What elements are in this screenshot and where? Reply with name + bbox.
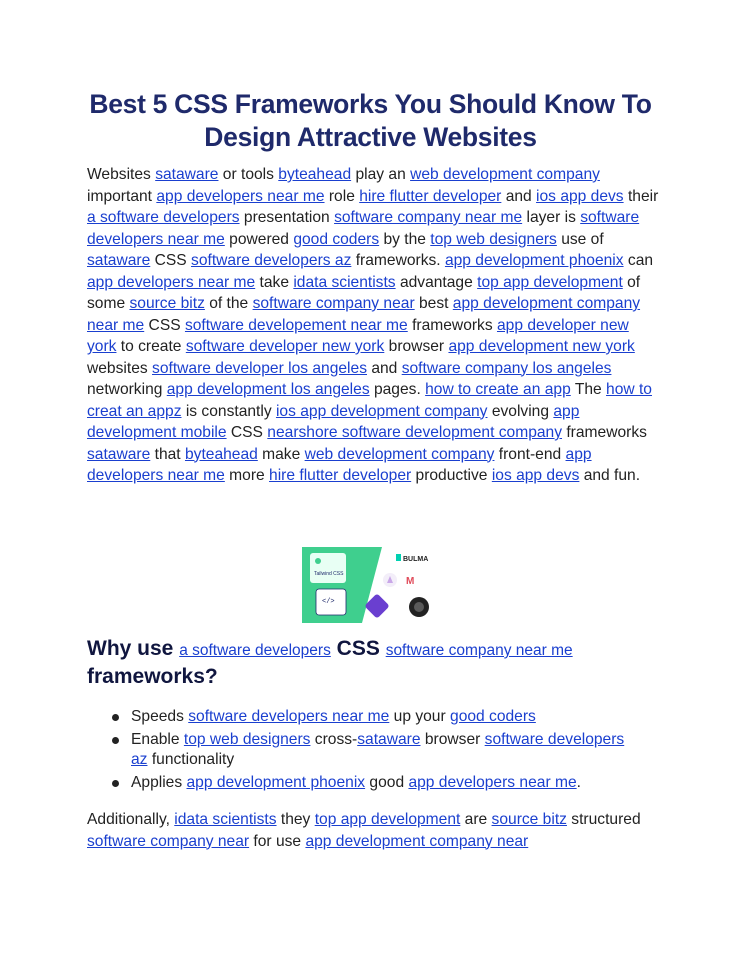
text-run: evolving [487,402,554,420]
text-run: important [87,187,157,205]
text-run: role [324,187,360,205]
inline-link[interactable]: ios app development company [275,402,488,420]
text-run: more [224,467,270,484]
text-run: . [576,773,581,791]
inline-link[interactable]: sataware [87,445,151,463]
text-run: cross- [310,730,358,748]
intro-paragraph [87,164,659,487]
text-run: browser [384,338,449,355]
inline-link[interactable]: sataware [155,166,219,183]
text-run: Enable [131,730,184,748]
text-run: for use [249,832,306,850]
why-heading [87,636,667,690]
text-run: to create [116,338,186,355]
inline-link[interactable]: source bitz [491,811,567,828]
text-run: of some [87,273,641,312]
text-run: Applies [131,773,187,791]
inline-link[interactable]: a software developers [87,209,240,226]
inline-link[interactable]: app development company near me [87,295,641,334]
bulma-logo-icon [396,554,401,561]
text-run: frameworks. [351,252,445,269]
list-item [110,730,640,771]
text-run: front-end [494,445,566,463]
inline-link[interactable]: software company los angeles [401,359,612,377]
text-run: best [414,295,453,312]
text-run: by the [379,230,431,248]
inline-link[interactable]: software developement near me [184,316,408,334]
tailwind-card [310,553,346,583]
why-link-2[interactable]: software company near me [385,642,573,659]
text-run: Speeds [131,708,189,725]
text-run: Additionally, [87,811,175,828]
framework-icon-2: M [406,576,415,587]
inline-link[interactable]: byteahead [184,445,258,463]
inline-link[interactable]: idata scientists [293,273,396,291]
text-run: powered [224,230,294,248]
svg-text:</>: </> [322,598,335,606]
why-text-2: CSS [330,637,386,660]
frameworks-image [302,547,438,623]
inline-link[interactable]: app developers near me [87,445,592,484]
inline-link[interactable]: top app development [314,811,461,828]
text-run: and [367,359,402,377]
text-run: and [501,187,537,205]
inline-link[interactable]: software company near [87,832,250,850]
inline-link[interactable]: nearshore software development company [267,424,563,441]
text-run: their [623,187,659,205]
text-run: make [257,445,305,463]
text-run: websites [87,359,153,377]
inline-link[interactable]: software developers near me [87,209,640,248]
inline-link[interactable]: app developer new york [87,316,629,355]
text-run: play an [351,166,411,183]
inline-link[interactable]: byteahead [278,166,352,183]
inline-link[interactable]: software developers az [131,730,625,768]
inline-link[interactable]: software company near me [334,209,523,226]
inline-link[interactable]: ios app devs [536,187,624,205]
text-run: frameworks [562,424,647,441]
inline-link[interactable]: good coders [293,230,380,248]
list-item [110,773,640,794]
additional-paragraph [87,809,659,852]
inline-link[interactable]: app developers near me [87,273,256,291]
inline-link[interactable]: app development new york [448,338,635,355]
inline-link[interactable]: software developer new york [185,338,385,355]
text-run: layer is [522,209,581,226]
inline-link[interactable]: web development company [410,166,600,183]
inline-link[interactable]: software developers near me [188,708,390,725]
text-run: The [570,381,607,398]
inline-link[interactable]: how to creat an appz [87,381,652,420]
inline-link[interactable]: software developers az [191,252,352,269]
why-text-3: frameworks? [87,665,218,688]
text-run: good [365,773,409,791]
text-run: Websites [87,166,156,183]
text-run: take [255,273,294,291]
text-run: use of [556,230,604,248]
text-run: are [460,811,492,828]
why-text-1: Why use [87,637,180,660]
page-title: Best 5 CSS Frameworks You Should Know To Design Attractive Websites [89,89,652,152]
inline-link[interactable]: app development company near [305,832,529,850]
text-run: they [276,811,315,828]
inline-link[interactable]: good coders [450,708,536,725]
text-run: productive [411,467,492,484]
text-run: can [623,252,654,269]
css-frameworks-illustration [302,547,438,623]
text-run: and fun. [579,467,641,484]
text-run: pages. [369,381,426,398]
why-link-1[interactable]: a software developers [179,642,331,659]
text-run: is constantly [181,402,276,420]
inline-link[interactable]: software developer los angeles [152,359,367,377]
text-run: structured [566,811,641,828]
inline-link[interactable]: app development phoenix [186,773,366,791]
text-run: of the [204,295,253,312]
tailwind-label: Tailwind CSS [314,571,344,577]
inline-link[interactable]: app developers near me [156,187,325,205]
text-run: CSS [150,252,192,269]
text-run: browser [420,730,485,748]
bulma-label: BULMA [403,556,429,563]
inline-link[interactable]: app development los angeles [166,381,370,398]
text-run: functionality [147,751,235,768]
text-run: up your [389,708,451,725]
inline-link[interactable]: sataware [87,252,151,269]
text-run: advantage [395,273,478,291]
inline-link[interactable]: idata scientists [174,811,277,828]
text-run: frameworks [407,316,497,334]
inline-link[interactable]: top app development [477,273,623,291]
text-run: or tools [218,166,279,183]
text-run: networking [87,381,167,398]
text-run: CSS [144,316,185,334]
inline-link[interactable]: how to create an app [425,381,571,398]
inline-link[interactable]: software company near [252,295,415,312]
inline-link[interactable]: web development company [304,445,495,463]
inline-link[interactable]: app developers near me [408,773,577,791]
inline-link[interactable]: top web designers [430,230,557,248]
inline-link[interactable]: sataware [357,730,421,748]
inline-link[interactable]: top web designers [183,730,311,748]
inline-link[interactable]: app development phoenix [444,252,624,269]
inline-link[interactable]: hire flutter developer [359,187,502,205]
text-run: presentation [239,209,335,226]
inline-link[interactable]: ios app devs [491,467,580,484]
text-run: CSS [226,424,268,441]
inline-link[interactable]: hire flutter developer [269,467,412,484]
inline-link[interactable]: source bitz [129,295,205,312]
list-item [110,707,640,728]
text-run: that [150,445,185,463]
inline-link[interactable]: app development mobile [87,402,580,441]
benefits-list [110,707,640,795]
